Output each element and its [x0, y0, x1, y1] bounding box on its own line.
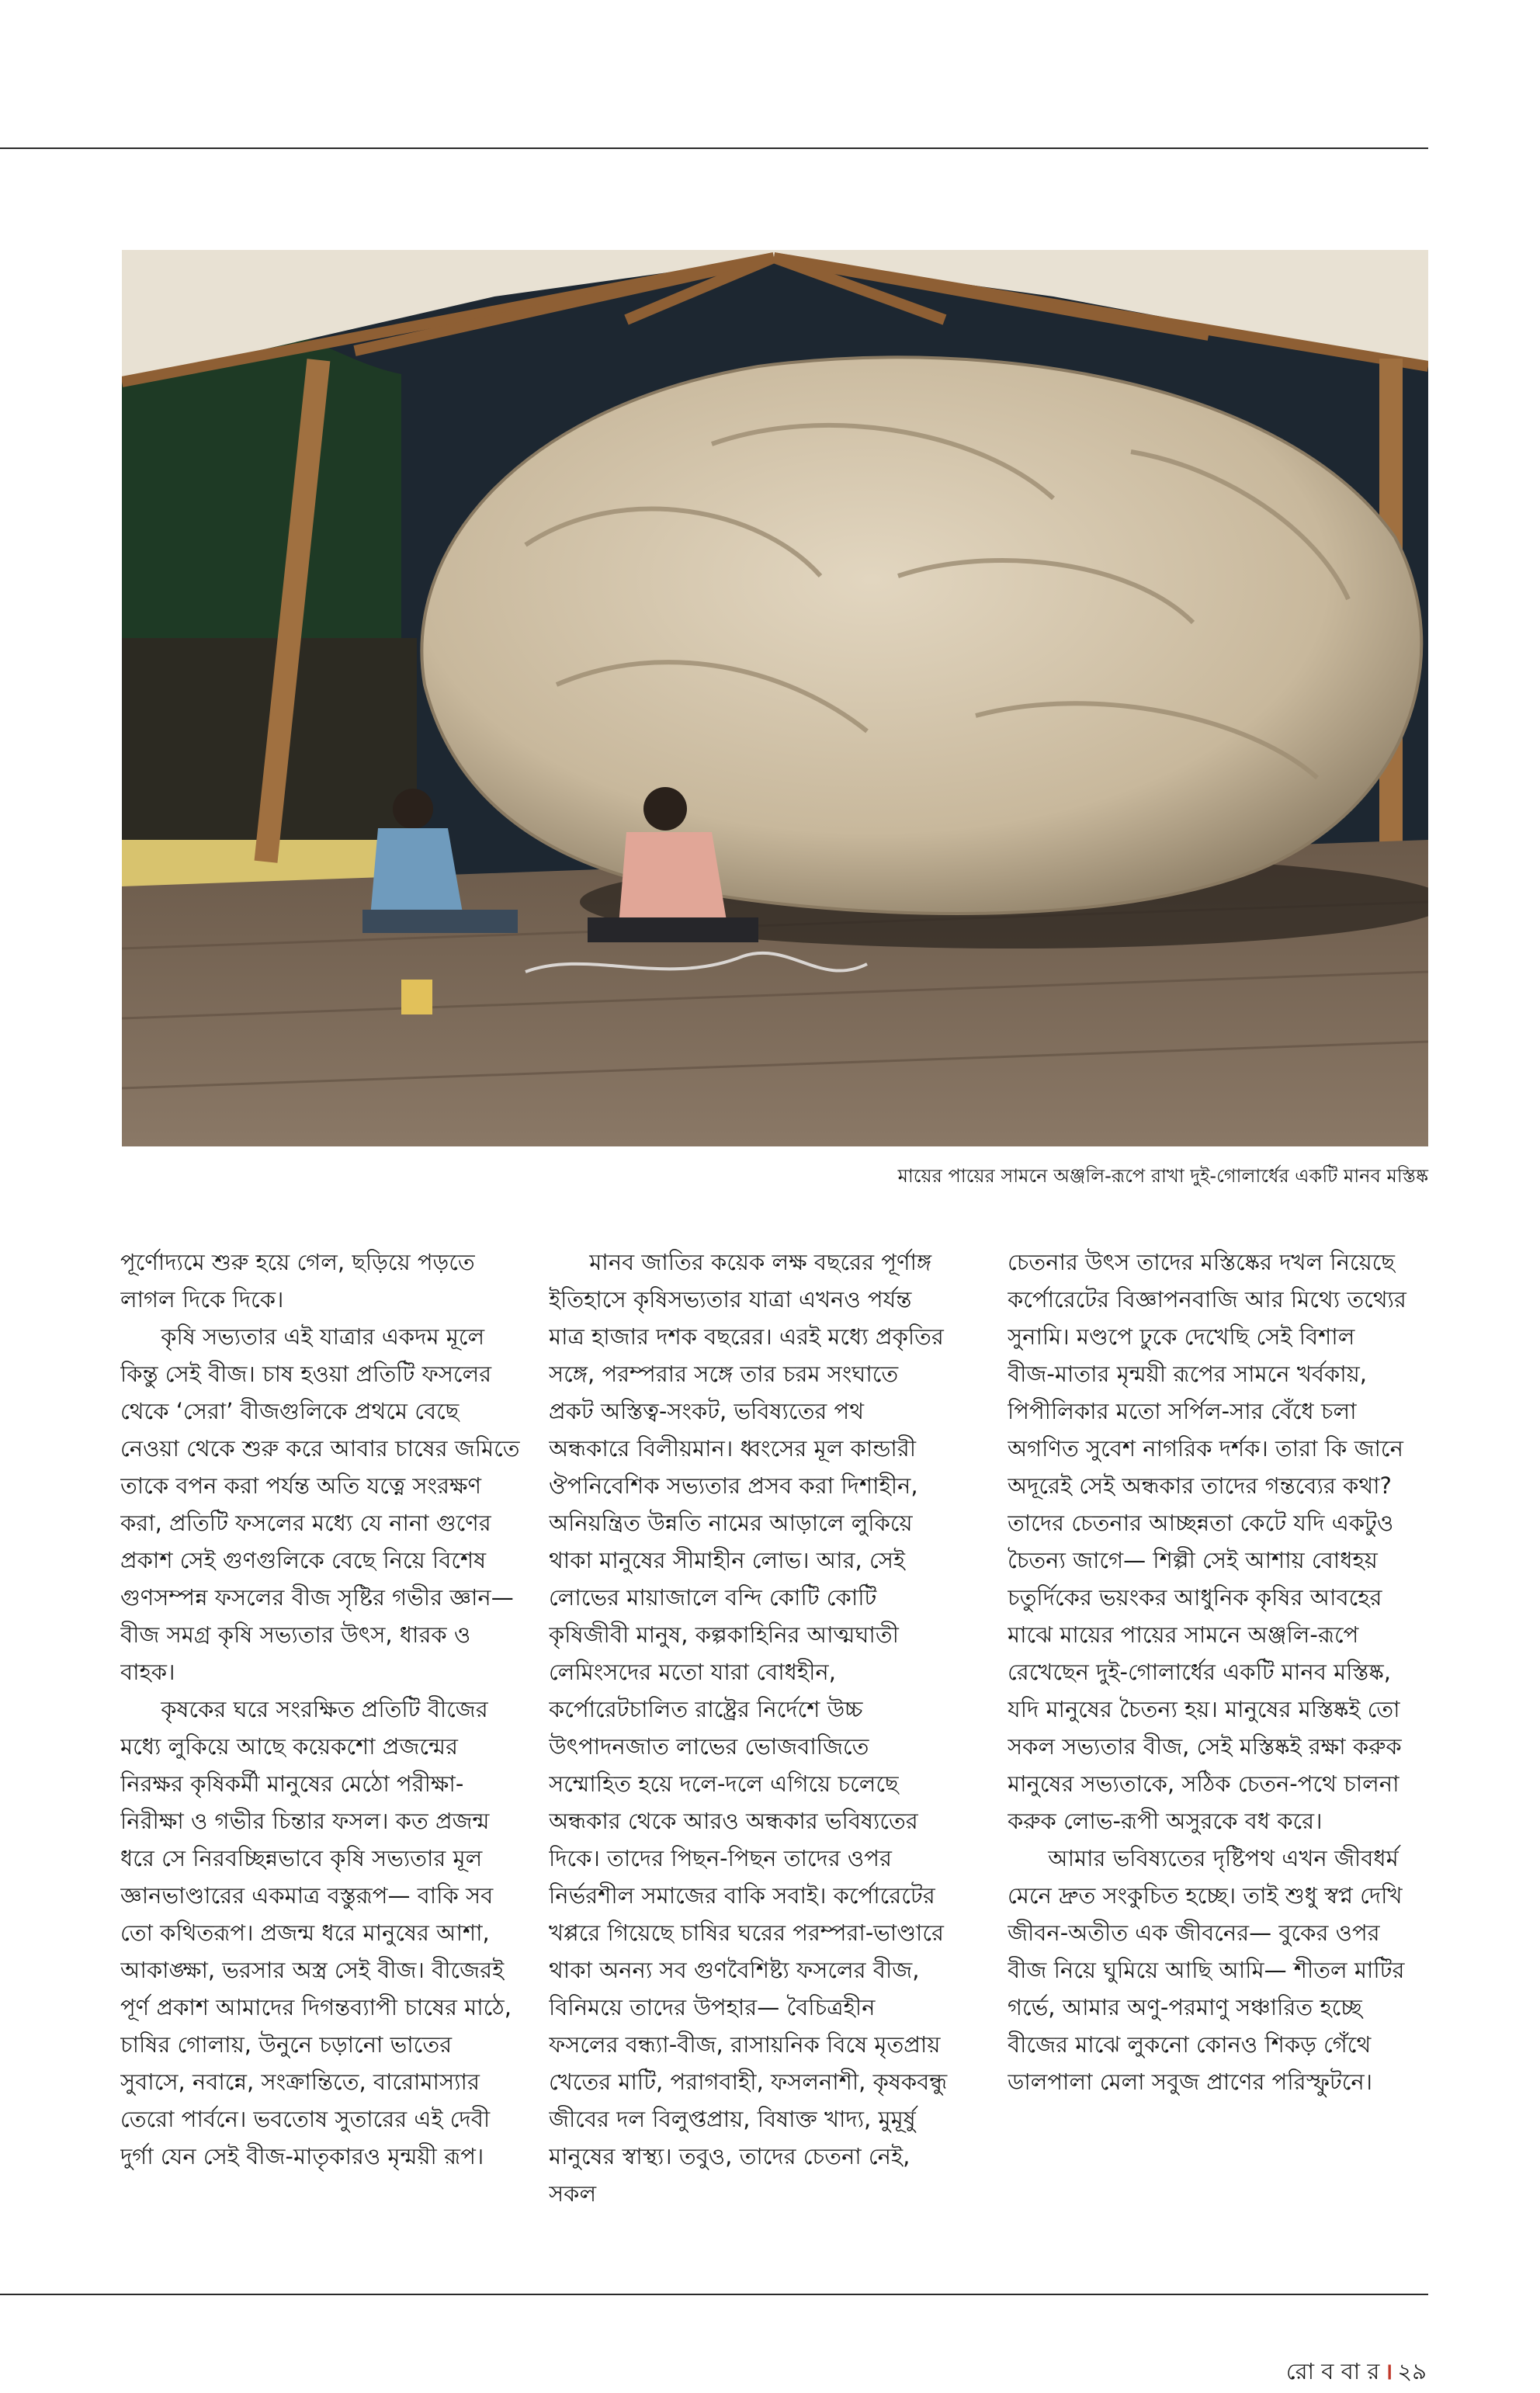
page-number: ২৯ — [1397, 2358, 1427, 2384]
magazine-name: রো ব বা র — [1285, 2358, 1380, 2384]
top-rule — [0, 147, 1428, 149]
folio-separator: । — [1384, 2358, 1393, 2384]
bottom-rule — [0, 2294, 1428, 2295]
paragraph: মানব জাতির কয়েক লক্ষ বছরের পূর্ণাঙ্গ ইতিহাসে কৃষিসভ্যতার যাত্রা এখনও পর্যন্ত মাত্র হাজার দশক বছরের। এরই মধ্যে প্রকৃতির সঙ্গে, পরম্পরার সঙ্গে তার চরম সংঘাতে প্রকট অস্তিত্ব-সংকট, ভবিষ্যতের পথ অন্ধকারে বিলীয়মান। ধ্বংসের মূল কান্ডারী ঔপনিবেশিক সভ্যতার প্রসব করা দিশাহীন, অনিয়ন্ত্রিত উন্নতি নামের আড়ালে লুকিয়ে থাকা মানুষের সীমাহীন লোভ। আর, সেই লোভের মায়াজালে বন্দি কোটি কোটি কৃষিজীবী মানুষ, কল্পকাহিনির আত্মঘাতী লেমিংসদের মতো যারা বোধহীন, কর্পোরেটচালিত রাষ্ট্রের নির্দেশে উচ্চ উৎপাদনজাত লাভের ভোজবাজিতে সম্মোহিত হয়ে দলে-দলে এগিয়ে চলেছে অন্ধকার থেকে আরও অন্ধকার ভবিষ্যতের দিকে। তাদের পিছন-পিছন তাদের ওপর নির্ভরশীল সমাজের বাকি সবাই। কর্পোরেটের খপ্পরে গিয়েছে চাষির ঘরের পরম্পরা-ভাণ্ডারে থাকা অনন্য সব গুণবৈশিষ্ট্য ফসলের বীজ, বিনিময়ে তাদের উপহার— বৈচিত্রহীন ফসলের বন্ধ্যা-বীজ, রাসায়নিক বিষে মৃতপ্রায় খেতের মাটি, পরাগবাহী, ফসলনাশী, কৃষকবন্ধু জীবের দল বিলুপ্তপ্রায়, বিষাক্ত খাদ্য, মুমূর্ষু মানুষের স্বাস্থ্য। তবুও, তাদের চেতনা নেই, সকল — [549, 1249, 948, 2207]
paragraph: কৃষি সভ্যতার এই যাত্রার একদম মূলে কিন্তু সেই বীজ। চাষ হওয়া প্রতিটি ফসলের থেকে ‘সেরা’ বীজগুলিকে প্রথমে বেছে নেওয়া থেকে শুরু করে আবার চাষের জমিতে তাকে বপন করা পর্যন্ত অতি যত্নে সংরক্ষণ করা, প্রতিটি ফসলের মধ্যে যে নানা গুণের প্রকাশ সেই গুণগুলিকে বেছে নিয়ে বিশেষ গুণসম্পন্ন ফসলের বীজ সৃষ্টির গভীর জ্ঞান— বীজ সমগ্র কৃষি সভ্যতার উৎস, ধারক ও বাহক। — [120, 1323, 520, 1685]
brain-sculpture — [421, 357, 1421, 914]
paragraph: চেতনার উৎস তাদের মস্তিষ্কের দখল নিয়েছে কর্পোরেটের বিজ্ঞাপনবাজি আর মিথ্যে তথ্যের সুনামি। মণ্ডপে ঢুকে দেখেছি সেই বিশাল বীজ-মাতার মৃন্ময়ী রূপের সামনে খর্বকায়, পিপীলিকার মতো সর্পিল-সার বেঁধে চলা অগণিত সুবেশ নাগরিক দর্শক। তারা কি জানে অদূরেই সেই অন্ধকার তাদের গন্তব্যের কথা? তাদের চেতনার আচ্ছন্নতা কেটে যদি একটুও চৈতন্য জাগে— শিল্পী সেই আশায় বোধহয় চতুর্দিকের ভয়ংকর আধুনিক কৃষির আবহের মাঝে মায়ের পায়ের সামনে অঞ্জলি-রূপে রেখেছেন দুই-গোলার্ধের একটি মানব মস্তিষ্ক, যদি মানুষের চৈতন্য হয়। মানুষের মস্তিষ্কই তো সকল সভ্যতার বীজ, সেই মস্তিষ্কই রক্ষা করুক মানুষের সভ্যতাকে, সঠিক চেতন-পথে চালনা করুক লোভ-রূপী অসুরকে বধ করে। — [1008, 1249, 1406, 1834]
paragraph: কৃষকের ঘরে সংরক্ষিত প্রতিটি বীজের মধ্যে লুকিয়ে আছে কয়েকশো প্রজন্মের নিরক্ষর কৃষিকর্মী মানুষের মেঠো পরীক্ষা-নিরীক্ষা ও গভীর চিন্তার ফসল। কত প্রজন্ম ধরে সে নিরবচ্ছিন্নভাবে কৃষি সভ্যতার মূল জ্ঞানভাণ্ডারের একমাত্র বস্তুরূপ— বাকি সব তো কথিতরূপ। প্রজন্ম ধরে মানুষের আশা, আকাঙ্ক্ষা, ভরসার অস্ত্র সেই বীজ। বীজেরই পূর্ণ প্রকাশ আমাদের দিগন্তব্যাপী চাষের মাঠে, চাষির গোলায়, উনুনে চড়ানো ভাতের সুবাসে, নবান্নে, সংক্রান্তিতে, বারোমাস্যার তেরো পার্বনে। ভবতোষ সুতারের এই দেবী দুর্গা যেন সেই বীজ-মাতৃকারও মৃন্ময়ী রূপ। — [120, 1696, 512, 2169]
photo-brain-sculpture-icon — [122, 250, 1428, 1146]
feature-photo — [122, 250, 1428, 1146]
page-folio — [1286, 2354, 1427, 2392]
paragraph: আমার ভবিষ্যতের দৃষ্টিপথ এখন জীবধর্ম মেনে দ্রুত সংকুচিত হচ্ছে। তাই শুধু স্বপ্ন দেখি জীবন-অতীত এক জীবনের— বুকের ওপর বীজ নিয়ে ঘুমিয়ে আছি আমি— শীতল মাটির গর্ভে, আমার অণু-পরমাণু সঞ্চারিত হচ্ছে বীজের মাঝে লুকনো কোনও শিকড় গেঁথে ডালপালা মেলা সবুজ প্রাণের পরিস্ফুটনে। — [1008, 1845, 1405, 2095]
article-column-3 — [1008, 1243, 1407, 2276]
article-column-2 — [549, 1243, 949, 2276]
photo-caption: মায়ের পায়ের সামনে অঞ্জলি-রূপে রাখা দুই-গোলার্ধের একটি মানব মস্তিষ্ক — [897, 1165, 1428, 1187]
paint-box — [401, 980, 432, 1014]
article-column-1 — [120, 1243, 520, 2276]
paragraph: পূর্ণোদ্যমে শুরু হয়ে গেল, ছড়িয়ে পড়তে লাগল দিকে দিকে। — [120, 1249, 475, 1313]
